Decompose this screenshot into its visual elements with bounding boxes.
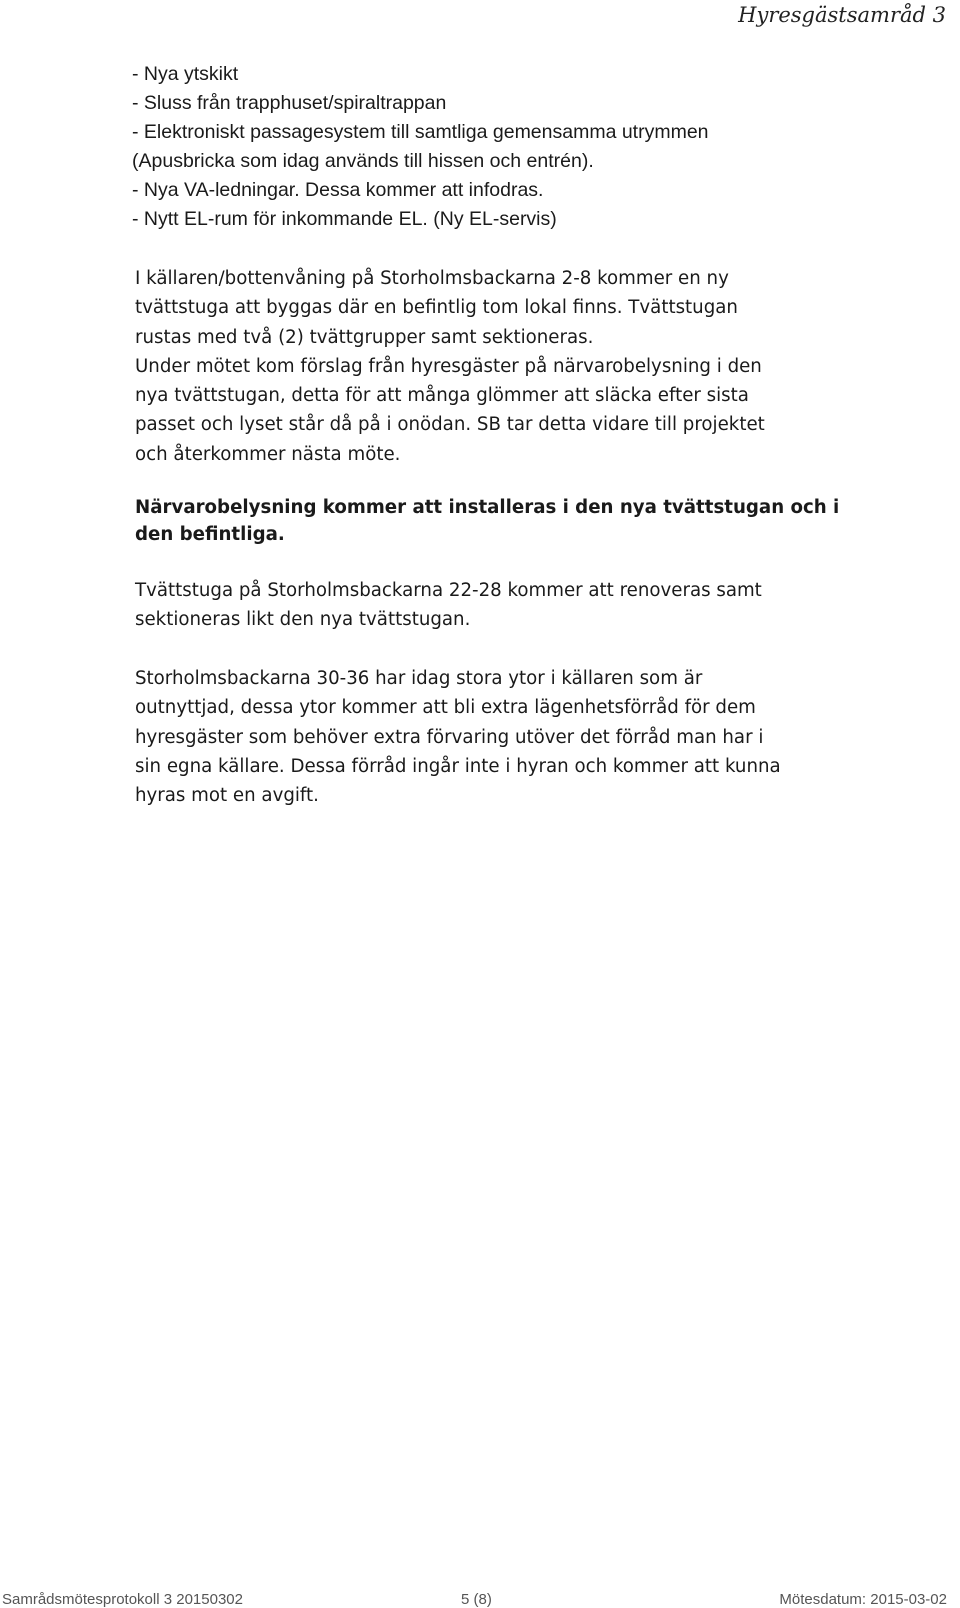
text-line: I källaren/bottenvåning på Storholmsbackarna 2-8 kommer en ny <box>135 268 729 289</box>
list-item: - Nytt EL-rum för inkommande EL. (Ny EL-servis) <box>132 208 557 230</box>
text-line: nya tvättstugan, detta för att många glömmer att släcka efter sista <box>135 385 749 407</box>
text-line: hyras mot en avgift. <box>135 785 319 807</box>
text-line: tvättstuga att byggas där en befintlig tom lokal finns. Tvättstugan <box>135 297 738 319</box>
text-line: hyresgäster som behöver extra förvaring utöver det förråd man har i <box>135 726 764 748</box>
list-item: - Elektroniskt passagesystem till samtliga gemensamma utrymmen <box>132 121 709 143</box>
text-line: och återkommer nästa möte. <box>135 443 401 465</box>
list-item: - Nya ytskikt <box>132 63 239 85</box>
text-line: outnyttjad, dessa ytor kommer att bli extra lägenhetsförråd för dem <box>135 697 756 719</box>
text-line: Tvättstuga på Storholmsbackarna 22-28 kommer att renoveras samt <box>135 580 762 601</box>
footer-page-number: 5 (8) <box>461 1591 492 1608</box>
paragraph-decision-bold <box>135 494 947 548</box>
list-item: - Nya VA-ledningar. Dessa kommer att infodras. <box>132 179 544 201</box>
footer-meeting-date: Mötesdatum: 2015-03-02 <box>779 1591 947 1608</box>
text-line: Storholmsbackarna 30-36 har idag stora ytor i källaren som är <box>135 668 703 689</box>
paragraph-laundry-2-8 <box>135 264 947 469</box>
bullet-list <box>132 60 942 234</box>
text-line: den befintliga. <box>135 524 285 545</box>
text-line: sektioneras likt den nya tvättstugan. <box>135 609 471 631</box>
text-line: sin egna källare. Dessa förråd ingår inte i hyran och kommer att kunna <box>135 755 781 777</box>
page-footer <box>0 1591 960 1608</box>
footer-document-name: Samrådsmötesprotokoll 3 20150302 <box>2 1591 243 1608</box>
list-item: - Sluss från trapphuset/spiraltrappan <box>132 92 447 114</box>
page-header-title: Hyresgästsamråd 3 <box>738 3 946 27</box>
text-line: Närvarobelysning kommer att installeras i den nya tvättstugan och i <box>135 497 840 518</box>
text-line: rustas med två (2) tvättgrupper samt sektioneras. <box>135 326 594 348</box>
paragraph-laundry-22-28 <box>135 576 947 635</box>
text-line: passet och lyset står då på i onödan. SB tar detta vidare till projektet <box>135 414 765 436</box>
paragraph-storage-30-36 <box>135 664 947 810</box>
text-line: Under mötet kom förslag från hyresgäster på närvarobelysning i den <box>135 355 762 377</box>
list-item: (Apusbricka som idag används till hissen och entrén). <box>132 150 594 172</box>
